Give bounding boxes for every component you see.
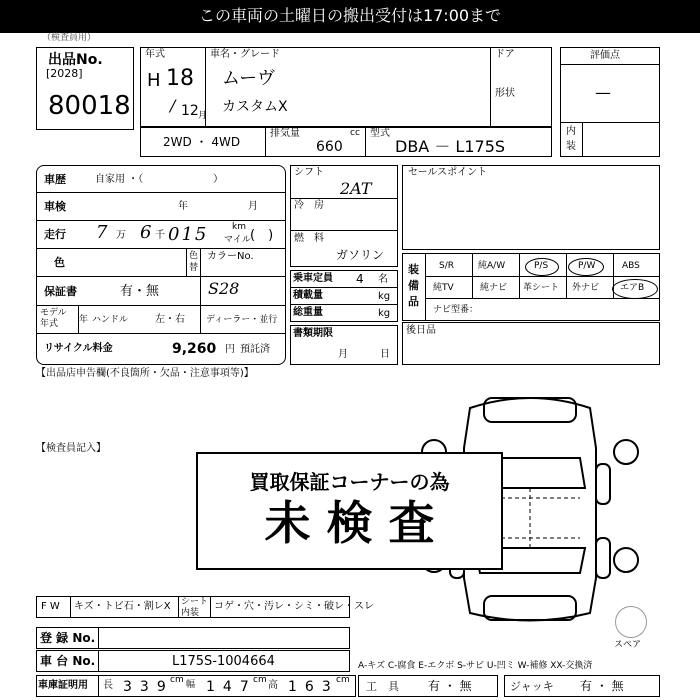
equip-ps-circle: [525, 258, 559, 276]
mileage-label: 走行: [44, 228, 66, 241]
stamp-line-1: 買取保証コーナーの為: [249, 470, 450, 494]
era-label: H: [147, 70, 161, 91]
sales-point-label: セールスポイント: [408, 167, 488, 178]
jack-value: 有 ・ 無: [580, 679, 624, 693]
ac-label: 冷 房: [294, 200, 324, 211]
stamp-line-2: 未 検 査: [264, 496, 435, 550]
displacement-label: 排気量: [270, 128, 300, 139]
handle-value: 左・右: [155, 314, 185, 325]
seat-value: コゲ・穴・汚レ・シミ・破レ・スレ: [214, 601, 374, 612]
equip-navi: 純ナビ: [480, 283, 508, 293]
handle-label: ハンドル: [92, 315, 129, 325]
fuel-value: ガソリン: [336, 248, 385, 262]
jack-label: ジャッキ: [510, 680, 554, 693]
equip-ext-navi: 外ナビ: [572, 283, 600, 293]
model-label: 車名・グレード: [210, 49, 280, 60]
seat-label-1: シート: [181, 597, 209, 607]
inspection-year: 年: [178, 201, 188, 212]
color-no-label: カラーNo.: [207, 251, 254, 262]
length-unit: cm: [170, 675, 184, 685]
cert-label: 車庫証明用: [38, 680, 88, 691]
equip-sr: S/R: [439, 261, 454, 271]
equip-aw: 純A/W: [478, 261, 506, 271]
color-no-value: S28: [208, 279, 240, 298]
year-value: 18: [166, 66, 194, 91]
model-year-unit: 年: [79, 315, 89, 325]
gross-label: 総重量: [293, 307, 323, 318]
mileage-hand-1: 7: [96, 222, 108, 243]
mileage-man: 万: [116, 230, 126, 241]
shift-label: シフト: [294, 167, 324, 178]
color-label: 色: [54, 256, 65, 269]
docs-month: 月: [338, 349, 348, 360]
month-slash: /: [170, 96, 176, 115]
equip-pw: P/W: [578, 261, 596, 271]
equip-pw-circle: [568, 258, 604, 276]
top-clip-text: （検査員用）: [42, 33, 97, 43]
door-label: ドア: [495, 49, 515, 60]
load-unit: kg: [378, 291, 391, 302]
month-unit: 月: [198, 111, 208, 121]
usage-label: 車歴: [44, 173, 66, 186]
inspection-month: 月: [248, 201, 258, 212]
reg-no-label: 登 録 No.: [40, 631, 96, 645]
mileage-mile: マイル: [224, 235, 251, 245]
model-year-label-2: 年式: [40, 319, 59, 329]
year-label: 年式: [145, 49, 165, 60]
equip-leather: 革シート: [523, 283, 560, 293]
dealer-notes-label: 【出品店申告欄(不良箇所・欠品・注意事項等)】: [36, 368, 254, 379]
height-label: 高: [268, 680, 278, 691]
length-label: 長: [103, 680, 113, 691]
displacement-unit: cc: [350, 128, 360, 138]
load-label: 積載量: [293, 290, 323, 301]
navi-model-label: ナビ型番：: [433, 305, 479, 315]
mileage-hand-2: 6: [140, 222, 152, 243]
height-value: 163: [288, 679, 339, 695]
docs-day: 日: [380, 349, 390, 360]
mileage-sen: 千: [155, 230, 165, 241]
width-value: 147: [206, 679, 257, 695]
recycle-value: 9,260: [172, 341, 217, 357]
attach-label: 後日品: [406, 325, 436, 336]
fw-label: F W: [41, 601, 60, 612]
model-name: ムーヴ: [222, 68, 276, 89]
inspector-label: 【検査員記入】: [36, 443, 106, 454]
usage-value: 自家用 ・（ ）: [95, 174, 224, 185]
spare-tire-circle: [615, 606, 647, 638]
shift-value: 2AT: [340, 179, 372, 198]
tools-label: 工 具: [366, 680, 399, 693]
length-value: 339: [123, 679, 174, 695]
recycle-unit: 円: [225, 344, 235, 355]
seat-label-2: 内装: [181, 608, 200, 618]
width-label: 幅: [186, 680, 196, 690]
displacement-value: 660: [316, 139, 343, 155]
fw-value: キズ・トビ石・割レX: [74, 601, 171, 612]
equip-tv: 純TV: [433, 283, 454, 293]
attach-box: [402, 322, 660, 365]
capacity-value: 4: [356, 272, 364, 286]
type-value: DBA － L175S: [395, 137, 506, 156]
score-label: 評価点: [590, 50, 620, 61]
tools-value: 有 ・ 無: [428, 679, 472, 693]
type-label: 型式: [370, 128, 390, 139]
color-change-2: 替: [189, 263, 199, 273]
codes-legend: A-キズ C-腐食 E-エクボ S-サビ U-凹ミ W-補修 XX-交換済: [358, 661, 593, 671]
lot-number: 80018: [48, 91, 131, 121]
chassis-label: 車 台 No.: [40, 654, 96, 668]
docs-label: 書類期限: [293, 328, 333, 339]
interior-label-2: 装: [566, 141, 576, 152]
equipment-label: 装備品: [408, 263, 419, 308]
lot-badge: [2028]: [46, 67, 83, 80]
warranty-label: 保証書: [44, 285, 77, 298]
interior-label-1: 内: [566, 126, 576, 137]
mileage-paren: ( ): [250, 228, 274, 243]
gross-unit: kg: [378, 308, 391, 319]
recycle-note: 預託済: [240, 344, 270, 355]
capacity-label: 乗車定員: [293, 273, 333, 284]
dealer-label: ディーラー・並行: [206, 315, 278, 325]
score-value: —: [595, 83, 611, 102]
width-unit: cm: [253, 675, 267, 685]
spare-label: スペア: [614, 640, 642, 650]
banner-text: この車両の土曜日の搬出受付は17:00まで: [198, 6, 502, 25]
fuel-label: 燃 料: [294, 233, 324, 244]
equip-airbag-circle: [612, 279, 658, 299]
chassis-value: L175S-1004664: [172, 654, 275, 669]
equip-ps: P/S: [534, 261, 549, 271]
drive-label: 2WD ・ 4WD: [163, 135, 241, 149]
warranty-value: 有・無: [120, 284, 160, 299]
recycle-label: リサイクル料金: [44, 343, 113, 354]
capacity-unit: 名: [378, 274, 388, 285]
shape-label: 形状: [495, 88, 515, 99]
mileage-hand-3: 015: [168, 224, 209, 245]
equip-airbag: エアB: [620, 283, 645, 293]
grade-name: カスタムX: [222, 99, 288, 115]
lot-label: 出品No.: [48, 52, 103, 68]
height-unit: cm: [336, 675, 350, 685]
history-box: [36, 165, 286, 365]
mileage-km: km: [232, 222, 246, 232]
inspection-label: 車検: [44, 200, 66, 213]
equip-abs: ABS: [622, 261, 640, 271]
month-value: 12: [181, 103, 199, 119]
model-year-label-1: モデル: [40, 308, 67, 318]
color-change-1: 色: [189, 251, 199, 261]
